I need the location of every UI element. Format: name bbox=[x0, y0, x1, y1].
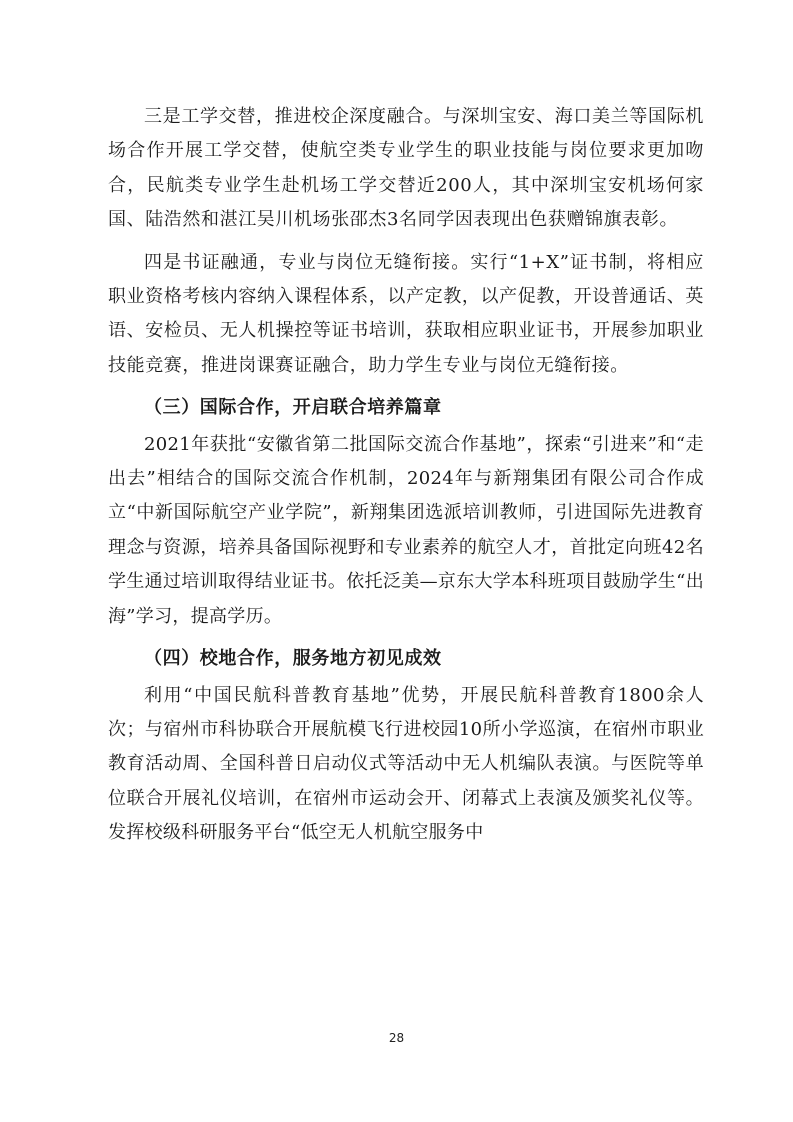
section-heading-school-local-cooperation: （四）校地合作，服务地方初见成效 bbox=[144, 648, 442, 670]
paragraph-certificate-integration: 四是书证融通，专业与岗位无缝衔接。实行“1+X”证书制，将相应职业资格考核内容纳入课程体系，以产定教，以产促教，开设普通话、英语、安检员、无人机操控等证书培训，获取相应职业证书，开展参加职业技能竞赛，推进岗课赛证融合，助力学生专业与岗位无缝衔接。 bbox=[108, 251, 704, 376]
section-heading-international-cooperation: （三）国际合作，开启联合培养篇章 bbox=[144, 397, 442, 419]
paragraph-international-cooperation: 2021年获批“安徽省第二批国际交流合作基地”，探索“引进来”和“走出去”相结合的国际交流合作机制，2024年与新翔集团有限公司合作成立“中新国际航空产业学院”，新翔集团选派培训教师，引进国际先进教育理念与资源，培养具备国际视野和专业素养的航空人才，首批定向班42名学生通过培训取得结业证书。依托泛美—京东大学本科班项目鼓励学生“出海”学习，提高学历。 bbox=[108, 433, 704, 627]
page-number: 28 bbox=[388, 1031, 405, 1045]
paragraph-school-local-cooperation: 利用“中国民航科普教育基地”优势，开展民航科普教育1800余人次；与宿州市科协联合开展航模飞行进校园10所小学巡演，在宿州市职业教育活动周、全国科普日启动仪式等活动中无人机编队表演。与医院等单位联合开展礼仪培训，在宿州市运动会开、闭幕式上表演及颁奖礼仪等。发挥校级科研服务平台“低空无人机航空服务中 bbox=[108, 684, 704, 844]
paragraph-work-study: 三是工学交替，推进校企深度融合。与深圳宝安、海口美兰等国际机场合作开展工学交替，使航空类专业学生的职业技能与岗位要求更加吻合，民航类专业学生赴机场工学交替近200人，其中深圳宝安机场何家国、陆浩然和湛江吴川机场张邵杰3名同学因表现出色获赠锦旗表彰。 bbox=[108, 106, 704, 231]
page-content bbox=[108, 100, 704, 859]
